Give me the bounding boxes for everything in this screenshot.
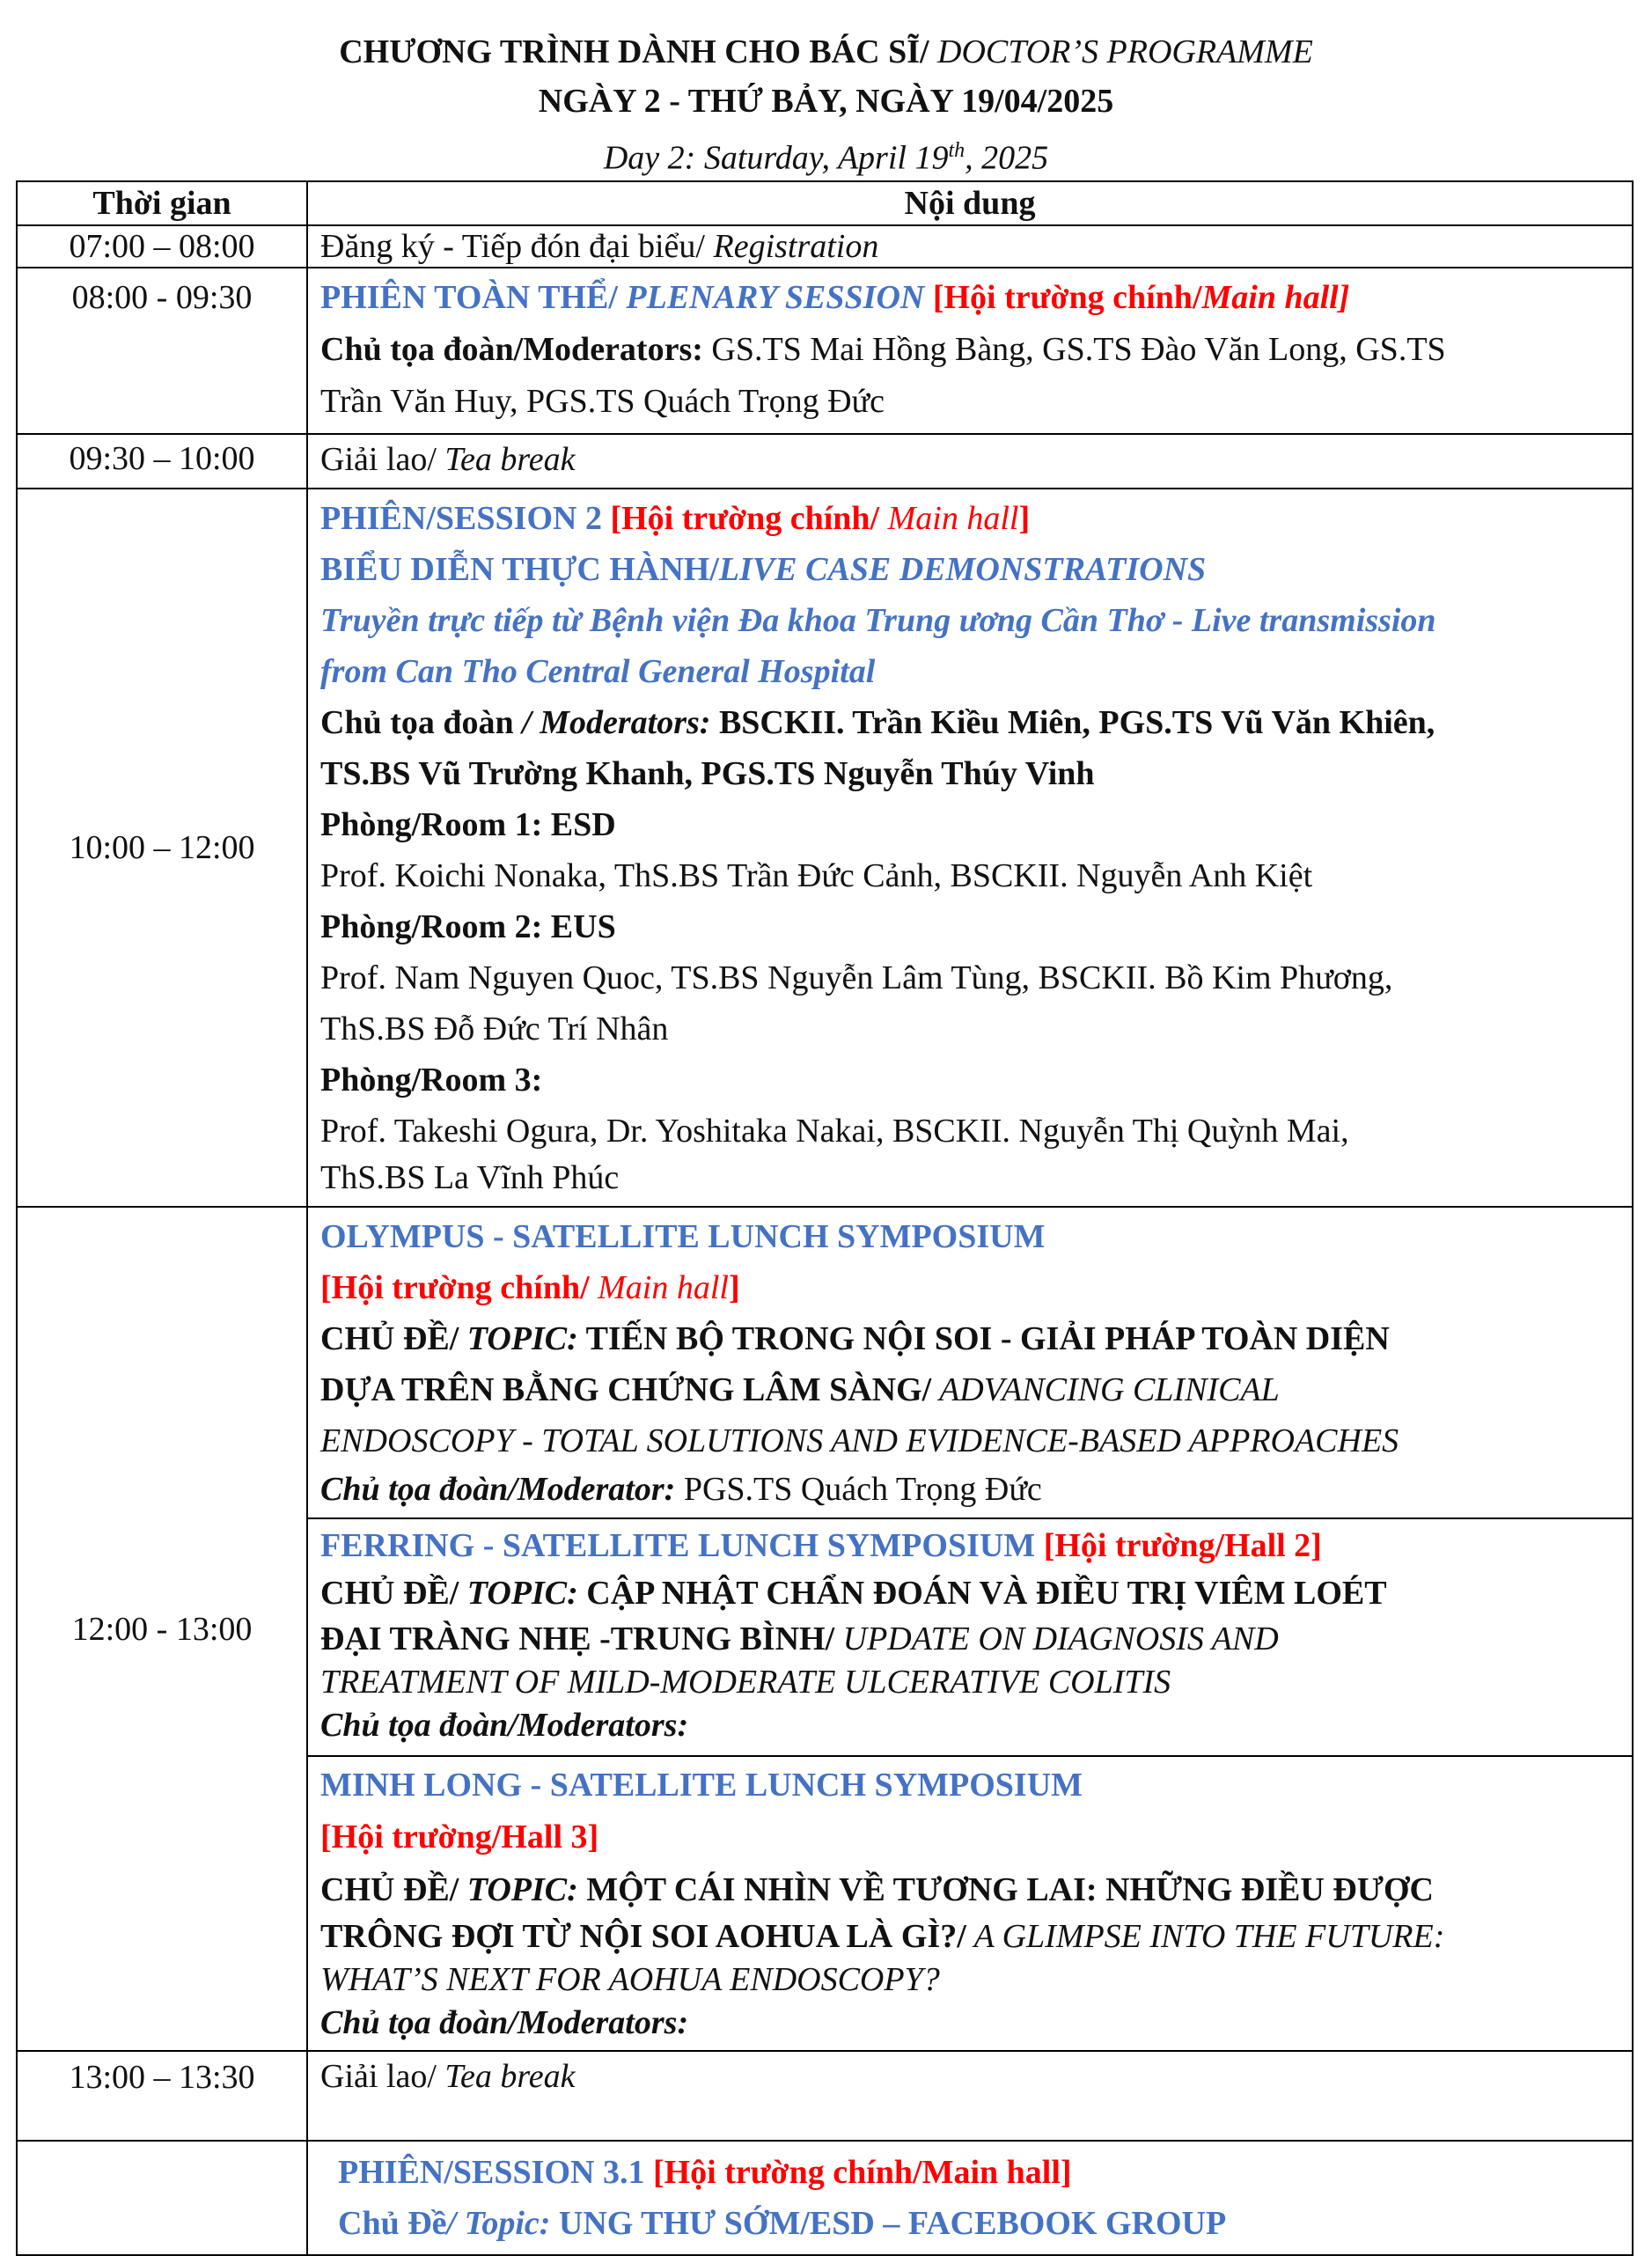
ferring-topic-en-2: TREATMENT OF MILD-MODERATE ULCERATIVE COLITIS xyxy=(320,1664,1171,1701)
minhlong-hall: [Hội trường/Hall 3] xyxy=(320,1819,599,1856)
room3-names-2: ThS.BS La Vĩnh Phúc xyxy=(320,1159,620,1196)
time-cell: 07:00 – 08:00 xyxy=(17,225,307,268)
room1-names: Prof. Koichi Nonaka, ThS.BS Trần Đức Cảnh, BSCKII. Nguyễn Anh Kiệt xyxy=(320,857,1313,894)
ferring-mod-label: Chủ tọa đoàn/Moderators: xyxy=(320,1707,689,1744)
minhlong-title: MINH LONG - SATELLITE LUNCH SYMPOSIUM xyxy=(320,1767,1083,1804)
ferring-title: FERRING - SATELLITE LUNCH SYMPOSIUM xyxy=(320,1527,1036,1564)
room3-label: Phòng/Room 3: xyxy=(320,1062,543,1099)
time-cell: 08:00 - 09:30 xyxy=(17,268,307,434)
ferring-hall: [Hội trường/Hall 2] xyxy=(1035,1527,1322,1564)
tea-break-vi: Giải lao/ xyxy=(320,441,437,478)
session2-mod-names-1: BSCKII. Trần Kiều Miên, PGS.TS Vũ Văn Khiên, xyxy=(710,704,1435,741)
time-cell: 12:00 - 13:00 xyxy=(17,1207,307,2051)
registration-en: Registration xyxy=(704,228,879,265)
time-cell: 13:00 – 13:30 xyxy=(17,2051,307,2141)
table-row xyxy=(17,268,1633,434)
ferring-topic-vi-label: CHỦ ĐỀ/ xyxy=(320,1575,459,1612)
room2-names-1: Prof. Nam Nguyen Quoc, TS.BS Nguyễn Lâm Tùng, BSCKII. Bồ Kim Phương, xyxy=(320,959,1393,996)
time-cell: 10:00 – 12:00 xyxy=(17,489,307,1207)
live-title-en: LIVE CASE DEMONSTRATIONS xyxy=(718,551,1207,588)
table-row xyxy=(17,434,1633,489)
title-english: DOCTOR’S PROGRAMME xyxy=(929,33,1313,70)
plenary-hall-en: Main hall] xyxy=(1201,279,1350,316)
table-header-row xyxy=(17,181,1633,225)
live-title-vi: BIỂU DIỄN THỰC HÀNH/ xyxy=(320,551,719,588)
content-cell xyxy=(307,225,1633,268)
header-content: Nội dung xyxy=(307,181,1633,225)
time-cell xyxy=(17,2141,307,2255)
olympus-hall-en: Main hall xyxy=(589,1269,729,1306)
session31-topic: UNG THƯ SỚM/ESD – FACEBOOK GROUP xyxy=(550,2205,1227,2242)
content-cell xyxy=(307,434,1633,489)
session2-mod-names-2: TS.BS Vũ Trường Khanh, PGS.TS Nguyễn Thúy Vinh xyxy=(320,755,1095,792)
olympus-topic-en-label: TOPIC: xyxy=(459,1320,578,1357)
minhlong-topic-vi-2: TRÔNG ĐỢI TỪ NỘI SOI AOHUA LÀ GÌ?/ xyxy=(320,1918,966,1955)
plenary-moderators-2: Trần Văn Huy, PGS.TS Quách Trọng Đức xyxy=(320,383,885,420)
transmission-1: Truyền trực tiếp từ Bệnh viện Đa khoa Trung ương Cần Thơ - Live transmission xyxy=(320,602,1436,639)
session31-hall: [Hội trường chính/Main hall] xyxy=(644,2154,1072,2191)
minhlong-topic-vi-label: CHỦ ĐỀ/ xyxy=(320,1871,459,1908)
olympus-topic-en-2: ENDOSCOPY - TOTAL SOLUTIONS AND EVIDENCE-BASED APPROACHES xyxy=(320,1422,1399,1459)
minhlong-topic-en-1: A GLIMPSE INTO THE FUTURE: xyxy=(966,1918,1445,1955)
olympus-hall: [Hội trường chính/ xyxy=(320,1269,590,1306)
room2-names-2: ThS.BS Đỗ Đức Trí Nhân xyxy=(320,1010,669,1047)
minhlong-topic-vi-1: MỘT CÁI NHÌN VỀ TƯƠNG LAI: NHỮNG ĐIỀU ĐƯỢC xyxy=(577,1871,1434,1908)
table-row xyxy=(17,2051,1633,2141)
ferring-topic-en-label: TOPIC: xyxy=(459,1575,578,1612)
ferring-topic-vi-1: CẬP NHẬT CHẨN ĐOÁN VÀ ĐIỀU TRỊ VIÊM LOÉT xyxy=(577,1575,1387,1612)
content-cell xyxy=(307,1756,1633,2051)
olympus-title: OLYMPUS - SATELLITE LUNCH SYMPOSIUM xyxy=(320,1218,1046,1255)
table-row xyxy=(17,225,1633,268)
session2-hall-en: Main hall xyxy=(879,500,1019,537)
table-row xyxy=(17,2141,1633,2255)
olympus-hall-close: ] xyxy=(728,1269,740,1306)
content-cell xyxy=(307,2051,1633,2141)
room2-label: Phòng/Room 2: EUS xyxy=(320,908,616,945)
plenary-hall: [Hội trường chính/ xyxy=(924,279,1202,316)
tea-break-en: Tea break xyxy=(436,441,576,478)
header-time: Thời gian xyxy=(17,181,307,225)
session31-topic-label-en: / Topic: xyxy=(446,2205,551,2242)
olympus-mod-names: PGS.TS Quách Trọng Đức xyxy=(675,1471,1042,1508)
session2-mod-label-vi: Chủ tọa đoàn xyxy=(320,704,514,741)
session2-mod-label-en: / Moderators: xyxy=(513,704,711,741)
minhlong-mod-label: Chủ tọa đoàn/Moderators: xyxy=(320,2004,689,2041)
plenary-session-vi: PHIÊN TOÀN THỂ/ xyxy=(320,279,618,316)
session31-title: PHIÊN/SESSION 3.1 xyxy=(338,2154,645,2191)
tea-break-2-vi: Giải lao/ xyxy=(320,2058,437,2095)
title-vietnamese: CHƯƠNG TRÌNH DÀNH CHO BÁC SĨ/ xyxy=(339,33,929,70)
content-cell xyxy=(307,1207,1633,1518)
olympus-topic-en-1: ADVANCING CLINICAL xyxy=(931,1371,1280,1408)
session2-hall: [Hội trường chính/ xyxy=(601,500,880,537)
room1-label: Phòng/Room 1: ESD xyxy=(320,806,616,843)
olympus-topic-vi-1: TIẾN BỘ TRONG NỘI SOI - GIẢI PHÁP TOÀN DIỆN xyxy=(577,1320,1390,1357)
day-en-sup: th xyxy=(948,139,966,162)
plenary-moderators-label: Chủ tọa đoàn/Moderators: xyxy=(320,331,703,368)
olympus-topic-vi-2: DỰA TRÊN BẰNG CHỨNG LÂM SÀNG/ xyxy=(320,1371,932,1408)
day-title-english xyxy=(0,129,1652,180)
content-cell xyxy=(307,489,1633,1207)
programme-table xyxy=(16,180,1634,2256)
table-row xyxy=(17,489,1633,1207)
transmission-2: from Can Tho Central General Hospital xyxy=(320,653,876,690)
plenary-session-en: PLENARY SESSION xyxy=(617,279,925,316)
programme-title xyxy=(0,30,1652,74)
registration-vi: Đăng ký - Tiếp đón đại biểu/ xyxy=(320,228,705,265)
session2-title: PHIÊN/SESSION 2 xyxy=(320,500,602,537)
tea-break-2-en: Tea break xyxy=(436,2058,576,2095)
day-en-suffix: , 2025 xyxy=(965,139,1049,177)
minhlong-topic-en-label: TOPIC: xyxy=(459,1871,578,1908)
day-en-prefix: Day 2: Saturday, April 19 xyxy=(603,139,949,177)
content-cell xyxy=(307,268,1633,434)
room3-names-1: Prof. Takeshi Ogura, Dr. Yoshitaka Nakai, BSCKII. Nguyễn Thị Quỳnh Mai, xyxy=(320,1113,1349,1150)
ferring-topic-vi-2: ĐẠI TRÀNG NHẸ -TRUNG BÌNH/ xyxy=(320,1620,835,1657)
ferring-topic-en-1: UPDATE ON DIAGNOSIS AND xyxy=(834,1620,1279,1657)
olympus-topic-vi-label: CHỦ ĐỀ/ xyxy=(320,1320,459,1357)
plenary-moderators-1: GS.TS Mai Hồng Bàng, GS.TS Đào Văn Long, GS.TS xyxy=(702,331,1446,368)
session31-topic-label-vi: Chủ Đề xyxy=(338,2205,447,2242)
session2-hall-close: ] xyxy=(1018,500,1031,537)
content-cell xyxy=(307,1518,1633,1756)
time-cell: 09:30 – 10:00 xyxy=(17,434,307,489)
table-row xyxy=(17,1207,1633,1518)
minhlong-topic-en-2: WHAT’S NEXT FOR AOHUA ENDOSCOPY? xyxy=(320,1961,940,1998)
olympus-mod-label: Chủ tọa đoàn/Moderator: xyxy=(320,1471,676,1508)
day-title-vietnamese: NGÀY 2 - THỨ BẢY, NGÀY 19/04/2025 xyxy=(538,83,1114,120)
content-cell xyxy=(307,2141,1633,2255)
